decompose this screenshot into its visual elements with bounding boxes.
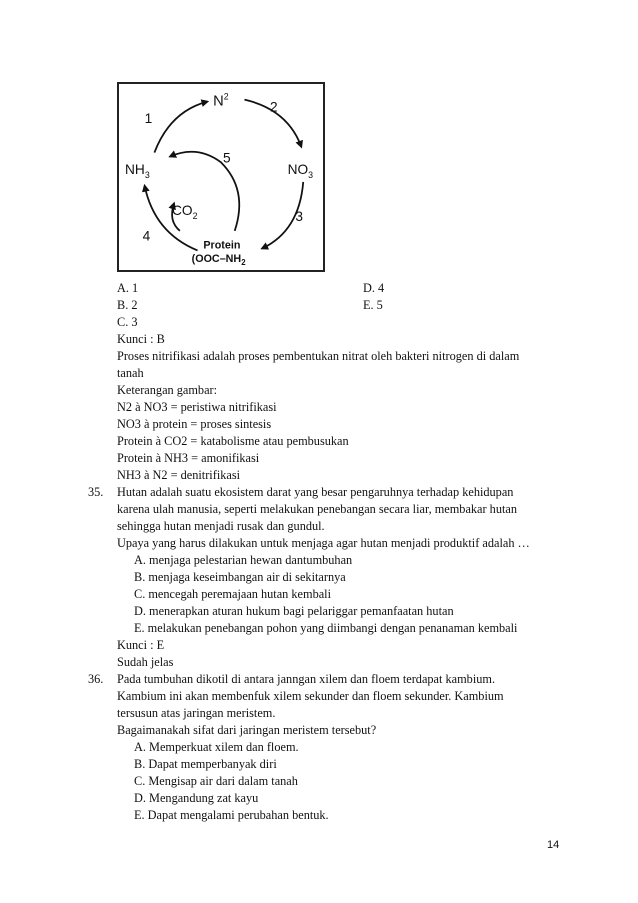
q36-text-line2: Kambium ini akan membenfuk xilem sekunder dan floem sekunder. Kambium [117,689,504,703]
q34-legend-item-3: Protein à CO2 = katabolisme atau pembusukan [117,434,349,448]
q36-option-d: D. Mengandung zat kayu [134,791,259,805]
label-no3: $NO_3$ [287,162,314,180]
q34-legend-item-1: N2 à NO3 = peristiwa nitrifikasi [117,400,277,414]
label-protein-formula: ($OOC-NH_2$ [191,253,246,268]
q34-legend-item-2: NO3 à protein = proses sintesis [117,417,272,431]
arrow-nh3-to-n2 [154,102,207,153]
q35-text-line3: sehingga hutan menjadi rusak dan gundul. [117,519,325,533]
q35-option-b: B. menjaga keseimbangan air di sekitarnya [134,570,346,584]
q36-option-b: B. Dapat memperbanyak diri [134,757,277,771]
q34-option-d: D. 4 [363,281,385,295]
q35-option-a: A. menjaga pelestarian hewan dantumbuhan [134,553,353,567]
q34-explanation-line1: Proses nitrifikasi adalah proses pembentukan nitrat oleh bakteri nitrogen di dalam [117,349,520,363]
q36-number: 36. [88,672,104,686]
step-number-2: 2 [269,99,278,115]
q34-answer-key: Kunci : B [117,332,165,346]
q34-legend-title: Keterangan gambar: [117,383,218,397]
q36-text-line3: tersusun atas jaringan meristem. [117,706,276,720]
q34-option-c: C. 3 [117,315,138,329]
q34-option-b: B. 2 [117,298,138,312]
q35-option-c: C. mencegah peremajaan hutan kembali [134,587,332,601]
q36-question: Bagaimanakah sifat dari jaringan meristem tersebut? [117,723,377,737]
label-protein: Protein [203,239,241,252]
q34-option-e: E. 5 [363,298,383,312]
q35-option-d: D. menerapkan aturan hukum bagi pelariggar pemanfaatan hutan [134,604,454,618]
q35-number: 35. [88,485,104,499]
q34-explanation-line2: tanah [117,366,144,380]
step-number-3: 3 [295,209,304,225]
q36-option-e: E. Dapat mengalami perubahan bentuk. [134,808,329,822]
q35-text-line2: karena ulah manusia, seperti melakukan penebangan secara liar, membakar hutan [117,502,518,516]
step-number-1: 1 [144,111,153,127]
step-number-5: 5 [222,150,231,166]
q35-option-e: E. melakukan penebangan pohon yang diimbangi dengan penanaman kembali [134,621,518,635]
nitrogen-cycle-diagram [117,82,325,272]
q36-option-a: A. Memperkuat xilem dan floem. [134,740,299,754]
q35-text-line1: Hutan adalah suatu ekosistem darat yang besar pengaruhnya terhadap kehidupan [117,485,514,499]
q35-answer-key: Kunci : E [117,638,165,652]
q34-legend-item-5: NH3 à N2 = denitrifikasi [117,468,241,482]
q36-option-c: C. Mengisap air dari dalam tanah [134,774,298,788]
q35-explanation: Sudah jelas [117,655,174,669]
page-number: 14 [547,839,560,851]
label-co2: $CO_2$ [172,203,198,222]
q36-text-line1: Pada tumbuhan dikotil di antara janngan xilem dan floem terdapat kambium. [117,672,496,686]
q35-question: Upaya yang harus dilakukan untuk menjaga agar hutan menjadi produktif adalah … [117,536,530,550]
step-number-4: 4 [142,228,151,244]
label-nh3: $NH_3$ [125,162,150,180]
q34-option-a: A. 1 [117,281,139,295]
label-n2: $N^2$ [213,91,229,110]
q34-legend-item-4: Protein à NH3 = amonifikasi [117,451,260,465]
